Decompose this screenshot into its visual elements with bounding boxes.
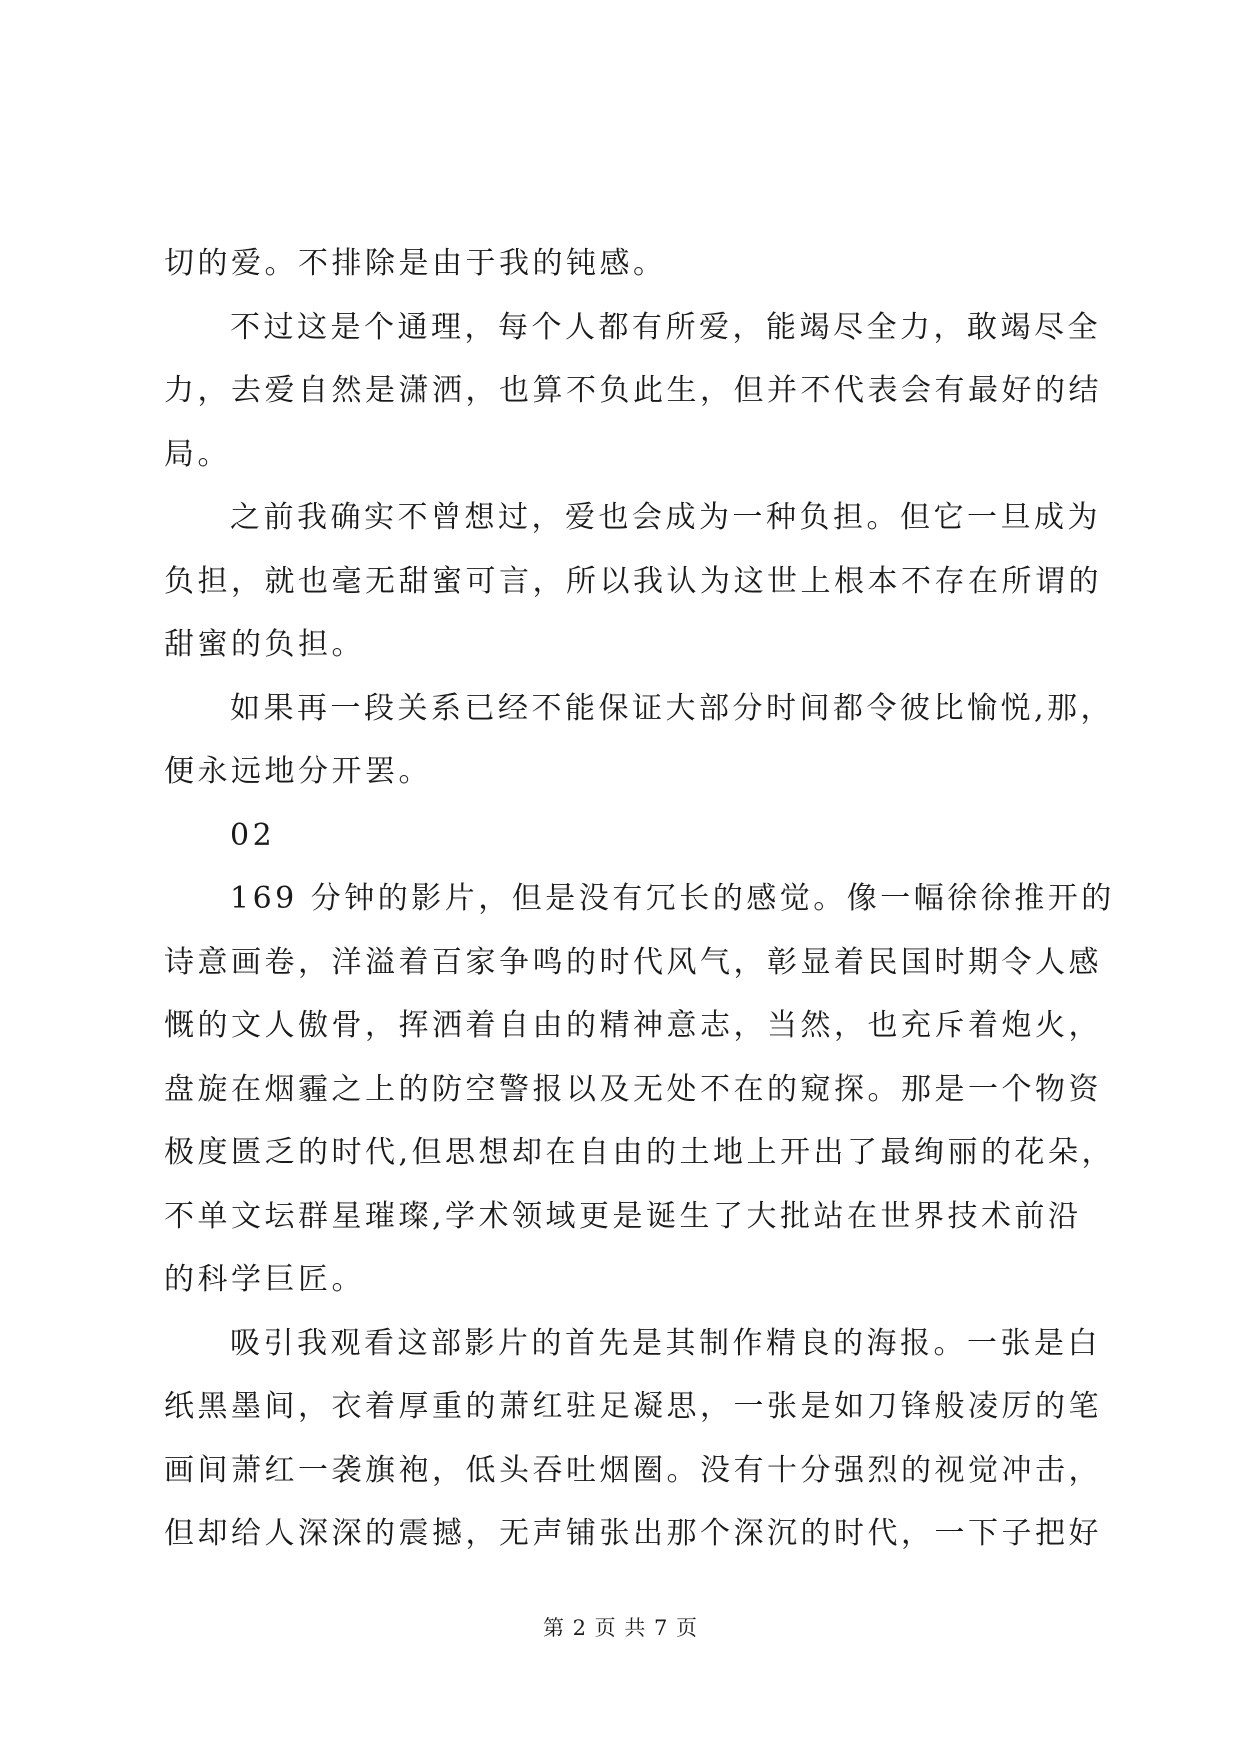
paragraph-2-line-2: 甜蜜的负担。	[164, 627, 365, 662]
paragraph-5-line-4: 极度匮乏的时代,但思想却在自由的土地上开出了最绚丽的花朵，	[164, 1135, 1116, 1170]
paragraph-1-line-1: 力，去爱自然是潇洒，也算不负此生，但并不代表会有最好的结	[164, 373, 1102, 408]
paragraph-6-line-1: 纸黑墨间，衣着厚重的萧红驻足凝思，一张是如刀锋般凌厉的笔	[164, 1389, 1102, 1424]
paragraph-5-line-1: 诗意画卷，洋溢着百家争鸣的时代风气，彰显着民国时期令人感	[164, 944, 1102, 980]
paragraph-1-line-2: 局。	[164, 436, 231, 472]
paragraph-6-line-0: 吸引我观看这部影片的首先是其制作精良的海报。一张是白	[230, 1325, 1101, 1361]
paragraph-5-line-5: 不单文坛群星璀璨,学术领域更是诞生了大批站在世界技术前沿	[164, 1198, 1082, 1234]
paragraph-5-line-6: 的科学巨匠。	[164, 1262, 365, 1297]
paragraph-5-line-2: 慨的文人傲骨，挥洒着自由的精神意志，当然，也充斥着炮火，	[164, 1008, 1102, 1043]
paragraph-6-line-3: 但却给人深深的震撼，无声铺张出那个深沉的时代，一下子把好	[164, 1516, 1102, 1551]
paragraph-3-line-0: 如果再一段关系已经不能保证大部分时间都令彼比愉悦,那，	[230, 690, 1115, 726]
body-text	[164, 232, 1116, 1566]
paragraph-2-line-0: 之前我确实不曾想过，爱也会成为一种负担。但它一旦成为	[230, 500, 1101, 535]
paragraph-0-line-0: 切的爱。不排除是由于我的钝感。	[164, 246, 667, 281]
paragraph-1-line-0: 不过这是个通理，每个人都有所爱，能竭尽全力，敢竭尽全	[230, 309, 1101, 345]
page-footer: 第 2 页 共 7 页	[542, 1616, 699, 1640]
paragraph-3-line-1: 便永远地分开罢。	[164, 754, 432, 789]
paragraph-4-line-0: 02	[230, 817, 276, 853]
paragraph-6-line-2: 画间萧红一袭旗袍，低头吞吐烟圈。没有十分强烈的视觉冲击，	[164, 1452, 1102, 1488]
paragraph-5-line-3: 盘旋在烟霾之上的防空警报以及无处不在的窥探。那是一个物资	[164, 1071, 1102, 1107]
paragraph-5-line-0: 169 分钟的影片，但是没有冗长的感觉。像一幅徐徐推开的	[230, 881, 1115, 916]
paragraph-2-line-1: 负担，就也毫无甜蜜可言，所以我认为这世上根本不存在所谓的	[164, 563, 1102, 599]
